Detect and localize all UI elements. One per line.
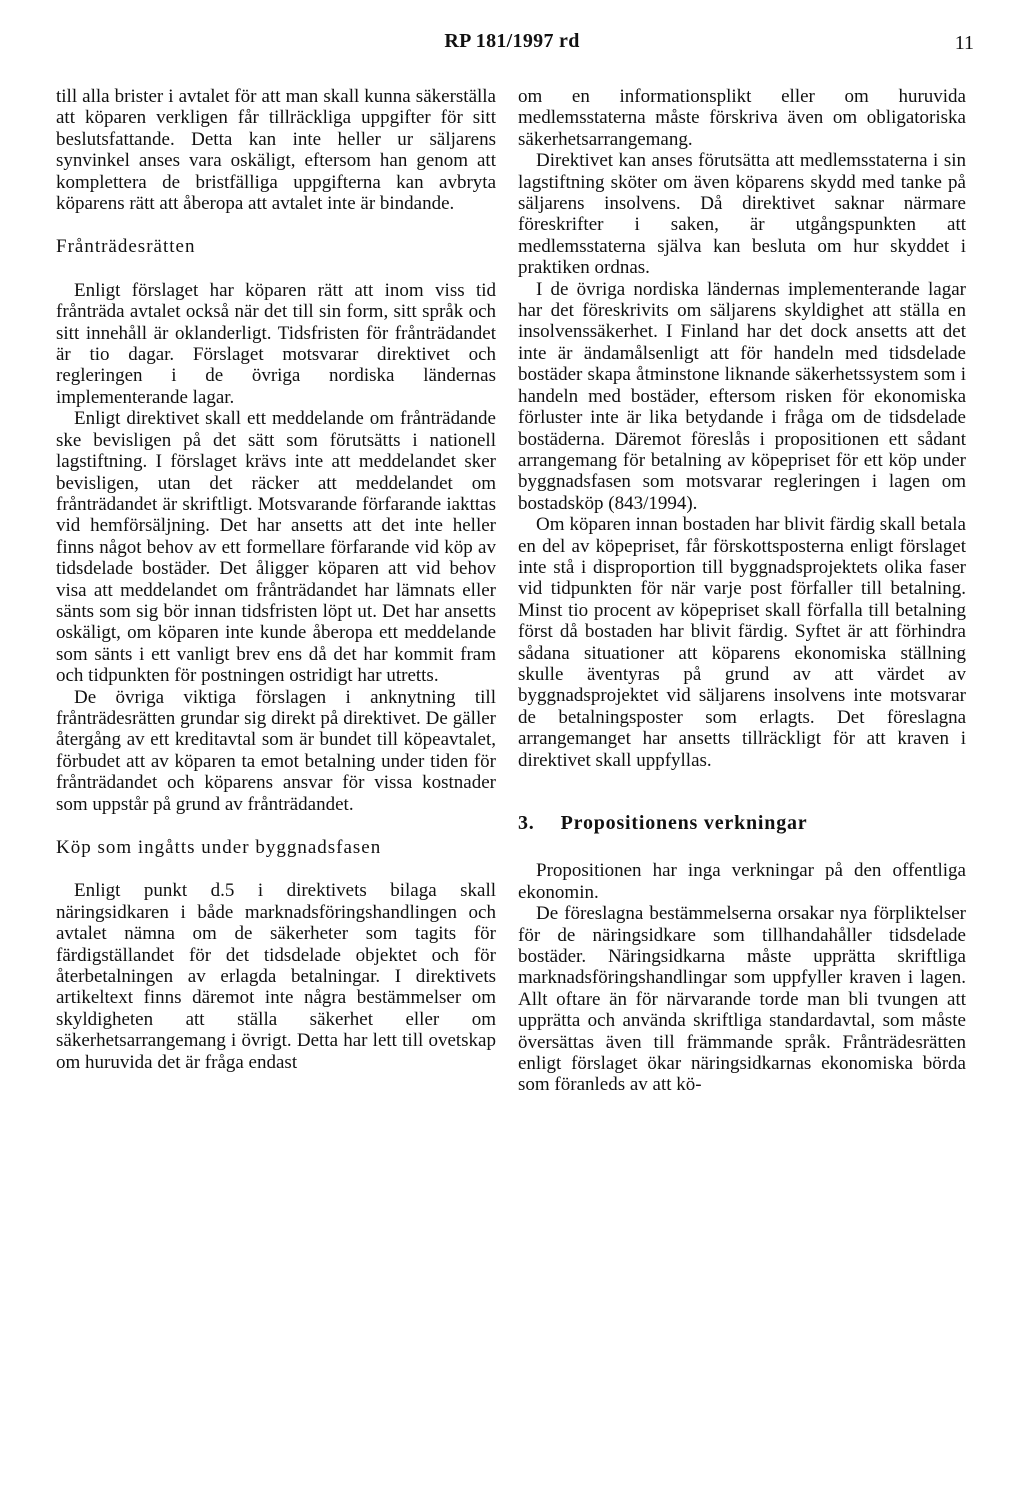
- paragraph: till alla brister i avtalet för att man skall kunna säkerställa att köparen verkligen får tillräckliga uppgifter för sitt beslutsfattande. Detta kan inte heller ur säljarens synvinkel anses vara oskäligt, eftersom han genom att komplettera de bristfälliga uppgifterna kan avbryta köparens rätt att åberopa att avtalet inte är bindande.: [56, 86, 496, 215]
- paragraph: om en informationsplikt eller om huruvida medlemsstaterna måste förskriva även om obligatoriska säkerhetsarrangemang.: [518, 86, 966, 150]
- paragraph: I de övriga nordiska ländernas implementerande lagar har det föreskrivits om säljarens skyldighet att ställa en insolvenssäkerhet. I Finland har det dock ansetts att det inte är ändamålsenligt att för handeln med tidsdelade bostäder skapa åtminstone liknande säkerhetssystem som i handeln med bostäder, eftersom risken för ekonomiska förluster inte är lika betydande i fråga om de tidsdelade bostäderna. Däremot föreslås i propositionen ett sådant arrangemang för betalning av köpepriset för ett köp under byggnadsfasen som motsvarar regleringen i lagen om bostadsköp (843/1994).: [518, 278, 966, 514]
- right-column: [518, 86, 966, 1096]
- subheading-franträdesrätten: Frånträdesrätten: [56, 236, 196, 258]
- subheading-kop-under-byggnadsfasen: Köp som ingåtts under byggnadsfasen: [56, 837, 382, 858]
- page-number: 11: [954, 32, 974, 54]
- section-title: Propositionens verkningar: [560, 812, 808, 834]
- paragraph: Propositionen har inga verkningar på den offentliga ekonomin.: [518, 860, 966, 903]
- paragraph: Enligt punkt d.5 i direktivets bilaga skall näringsidkaren i både marknadsföringshandlingen och avtalet nämna om de säkerheter som tagits för färdigställandet för det tidsdelade objektet och för återbetalningen av erlagda betalningar. I direktivets artikeltext finns däremot inte några bestämmelser om skyldigheten att ställa säkerhet eller om säkerhetsarrangemang i övrigt. Detta har lett till ovetskap om huruvida det är fråga endast: [56, 880, 496, 1073]
- paragraph: De övriga viktiga förslagen i anknytning till frånträdesrätten grundar sig direkt på direktivet. De gäller återgång av ett kreditavtal som är bundet till köpeavtalet, förbudet att av köparen ta emot betalning under tiden för frånträdandet och köparens ansvar för vissa kostnader som uppstår på grund av frånträdandet.: [56, 686, 496, 815]
- paragraph: Enligt direktivet skall ett meddelande om frånträdande ske bevisligen på det sätt som förutsätts i nationell lagstiftning. I förslaget krävs inte att meddelandet sker bevisligen, utan det räcker att meddelandet om frånträdandet är skriftligt. Motsvarande förfarande iakttas vid hemförsäljning. Det har ansetts att det inte heller finns något behov av ett formellare förfarande vid köp av tidsdelade bostäder. Det åligger köparen att vid behov visa att meddelandet om frånträdandet har lämnats eller sänts som sig bör innan tidsfristen löpt ut. Det har ansetts oskäligt, om köparen inte kunde åberopa ett meddelande som sänts i ett vanligt brev ens då det har kommit fram och tidpunkten för postningen ostridigt har utretts.: [56, 408, 496, 687]
- section-number: 3.: [518, 812, 535, 834]
- running-title: RP 181/1997 rd: [444, 30, 580, 52]
- section-heading: [518, 813, 966, 834]
- paragraph: Direktivet kan anses förutsätta att medlemsstaterna i sin lagstiftning sköter om även köparens skydd med tanke på säljarens insolvens. Då direktivet saknar närmare föreskrifter i saken, är utgångspunkten att medlemsstaterna själva kan besluta om hur skyddet i praktiken ordnas.: [518, 150, 966, 279]
- paragraph: Om köparen innan bostaden har blivit färdig skall betala en del av köpepriset, får förskottsposterna enligt förslaget inte stå i disproportion till byggnadsprojektets olika faser vid tidpunkten för när varje post förfaller till betalning. Minst tio procent av köpepriset skall förfalla till betalning först då bostaden har blivit färdig. Syftet är att förhindra sådana situationer att köparens ekonomiska ställning skulle äventyras på grund av att värdet av byggnadsprojektet vid säljarens insolvens inte motsvarar de betalningsposter som erlagts. Det föreslagna arrangemanget har ansetts tillräckligt för att kraven i direktivet skall uppfyllas.: [518, 514, 966, 771]
- paragraph: De föreslagna bestämmelserna orsakar nya förpliktelser för de näringsidkare som tillhandahåller tidsdelade bostäder. Näringsidkarna måste upprätta skriftliga marknadsföringshandlingar som uppfyller kraven i lagen. Allt oftare än för närvarande torde man bli tvungen att upprätta och använda skriftliga standardavtal, som måste översättas även till främmande språk. Frånträdesrätten enligt förslaget ökar näringsidkarnas ekonomiska börda som föranleds av att kö-: [518, 903, 966, 1096]
- page-header: [0, 30, 1024, 60]
- left-column: [56, 86, 496, 1073]
- paragraph: Enligt förslaget har köparen rätt att inom viss tid frånträda avtalet också när det till sin form, sitt språk och sitt innehåll är oklanderligt. Tidsfristen för frånträdandet är tio dagar. Förslaget motsvarar direktivet och regleringen i de övriga nordiska ländernas implementerande lagar.: [56, 279, 496, 408]
